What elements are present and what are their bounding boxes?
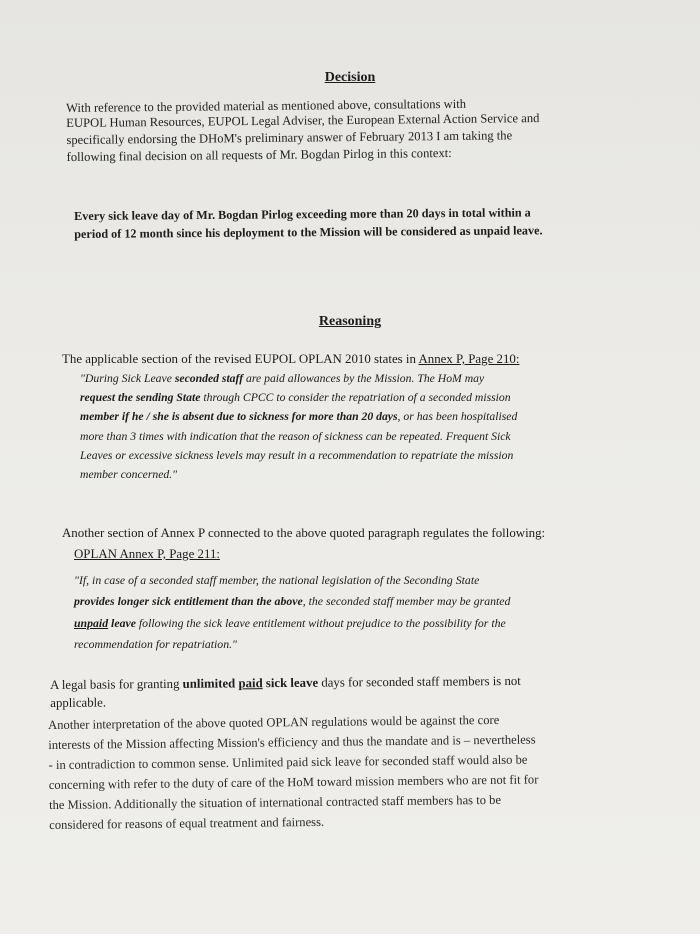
text-span: request the sending State [80,391,201,405]
text-span: , the seconded staff member may be granted [302,594,511,609]
decision-heading: Decision [324,70,376,85]
decision-statement [74,203,543,243]
text-span: leave [108,615,136,630]
text-span: days for seconded staff members is not [318,673,521,690]
text-line [80,369,517,388]
text-line: Another interpretation of the above quoted OPLAN regulations would be against the core [48,712,500,732]
text-span: A legal basis for granting [50,676,183,692]
oplan-section-paragraph [62,349,519,369]
reasoning-heading: Reasoning [318,314,382,329]
text-line [80,407,517,426]
text-span: provides longer sick entitlement than the above [74,594,303,609]
text-span: , or has been hospitalised [397,410,518,424]
interpretation-paragraph [48,709,539,835]
text-line [74,613,510,634]
text-line: member concerned." [80,468,178,482]
text-line: following final decision on all requests of Mr. Bogdan Pirlog in this context: [66,145,452,164]
text-line: EUPOL Human Resources, EUPOL Legal Adviser, the European External Action Service and [66,111,540,130]
text-span: "During Sick Leave [80,372,175,385]
decision-intro-paragraph [66,93,540,167]
text-line: "If, in case of a seconded staff member, the national legislation of the Seconding State [74,573,480,587]
text-span: paid [238,676,263,691]
legal-basis-paragraph [50,672,521,712]
text-span: member if he / she is absent due to sickness for more than 20 days [80,410,398,424]
text-line [62,349,519,369]
text-line [80,388,517,407]
text-line: specifically endorsing the DHoM's preliminary answer of February 2013 I am taking the [66,128,513,147]
text-line: concerning with refer to the duty of care of the HoM toward mission members who are not fit for [48,772,539,792]
text-span: sick leave [265,675,319,691]
text-line: Leaves or excessive sickness levels may result in a recommendation to repatriate the mission [80,448,514,462]
text-span: unpaid [74,615,109,630]
text-span: unlimited [182,676,236,691]
annex-reference: OPLAN Annex P, Page 211: [74,547,220,561]
text-line: more than 3 times with indication that the reason of sickness can be repeated. Frequent Sick [80,429,511,443]
annex-p-quote-210 [80,369,517,484]
text-line: period of 12 month since his deployment to the Mission will be considered as unpaid leave. [74,223,543,241]
text-line: considered for reasons of equal treatment and fairness. [49,814,325,832]
text-line: Another section of Annex P connected to the above quoted paragraph regulates the following: [62,526,546,540]
text-span: following the sick leave entitlement without prejudice to the possibility for the [135,615,506,630]
text-line: interests of the Mission affecting Mission's efficiency and thus the mandate and is – nevertheless [48,732,536,752]
text-line [74,591,510,612]
text-line: applicable. [50,695,107,710]
annex-p-quote-211 [74,570,510,655]
text-line: Every sick leave day of Mr. Bogdan Pirlog exceeding more than 20 days in total within a [74,205,531,223]
text-line: the Mission. Additionally the situation of international contracted staff members has to be [48,792,502,812]
text-span: seconded staff [174,372,244,385]
text-span: are paid allowances by the Mission. The HoM may [243,372,485,385]
text-line: recommendation for repatriation." [74,636,237,651]
annex-p-section-paragraph [62,523,545,565]
text-line: - in contradiction to common sense. Unlimited paid sick leave for seconded staff would also be [48,752,528,772]
text-span: through CPCC to consider the repatriation of a seconded mission [200,391,511,405]
text-line: With reference to the provided material as mentioned above, consultations with [66,96,467,115]
text-span: The applicable section of the revised EUPOL OPLAN 2010 states in [62,352,419,366]
annex-reference: Annex P, Page 210: [418,352,520,366]
